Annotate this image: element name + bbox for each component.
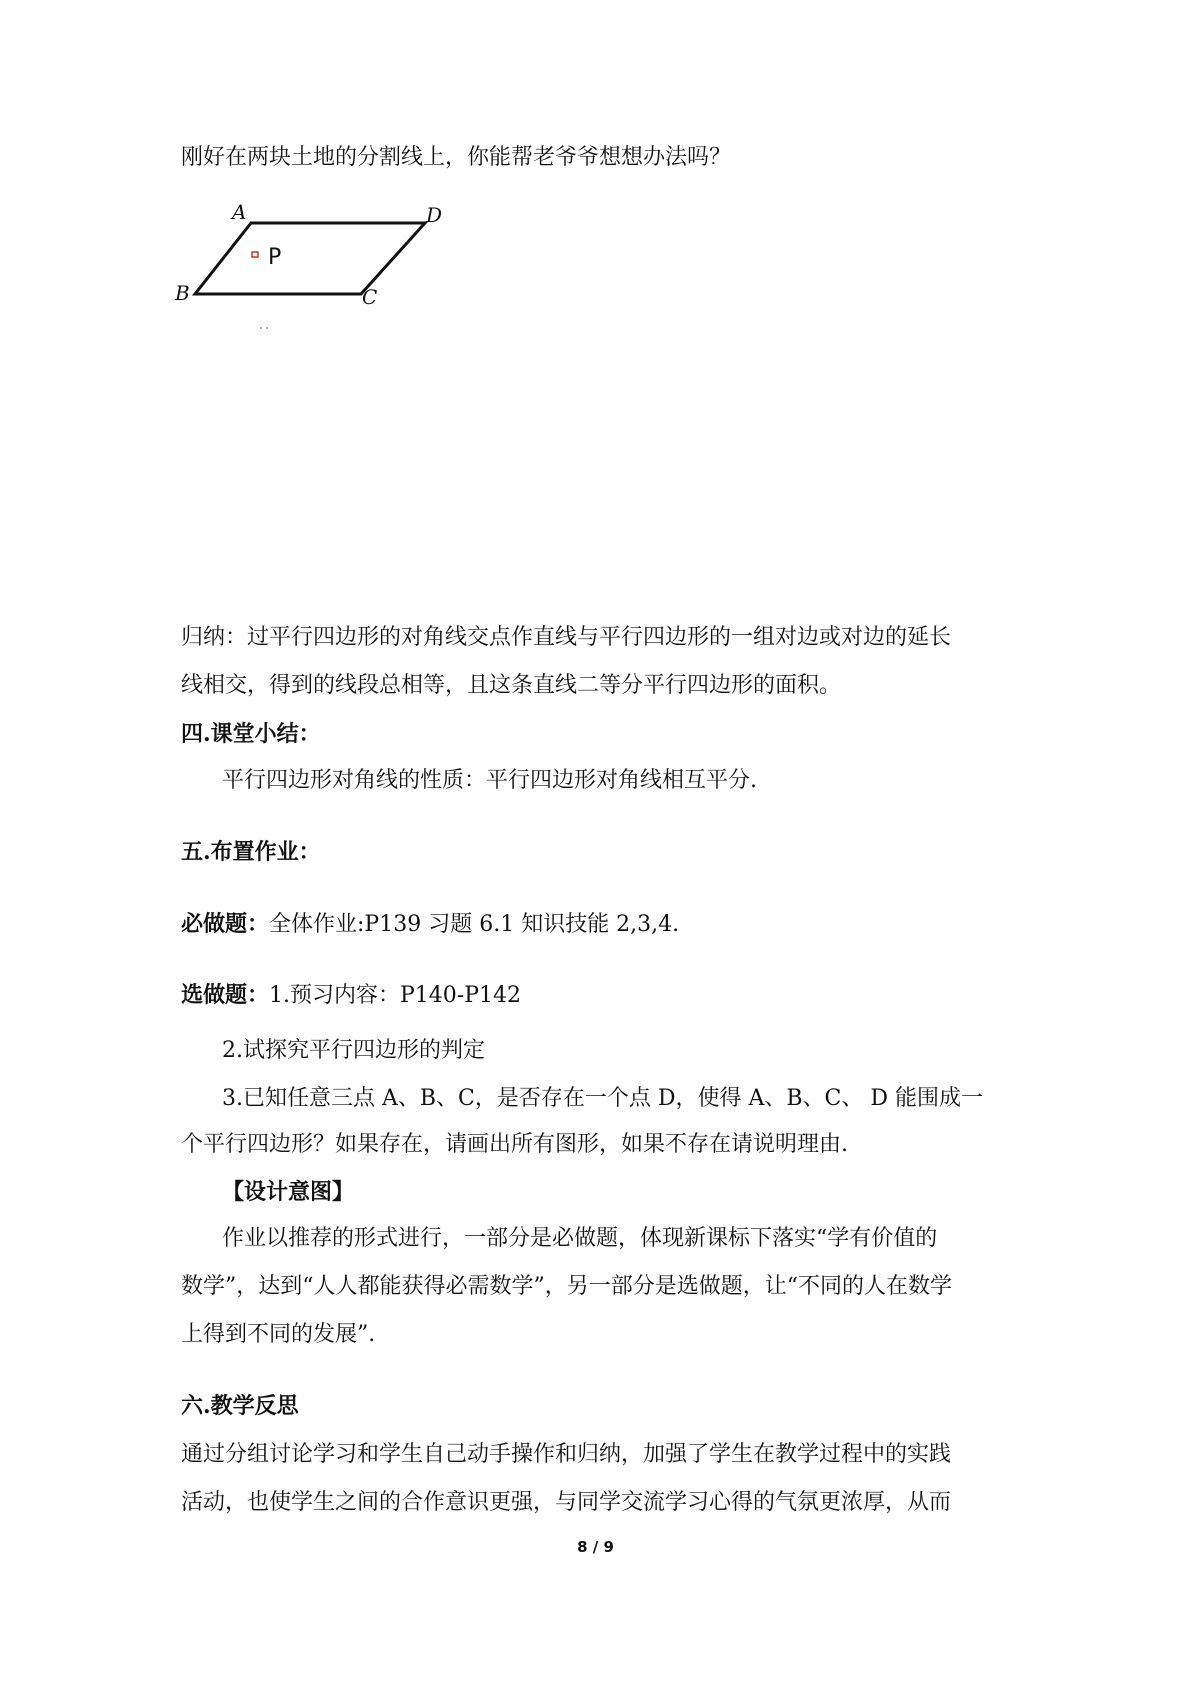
optional-label: 选做题： bbox=[181, 982, 270, 1008]
parallelogram-figure bbox=[175, 200, 511, 370]
vertex-label-d: D bbox=[426, 203, 443, 227]
summary-line-2: 线相交，得到的线段总相等，且这条直线二等分平行四边形的面积。 bbox=[181, 673, 842, 698]
optional-homework bbox=[181, 981, 521, 1010]
required-homework bbox=[181, 910, 679, 939]
design-intent-line-1: 作业以推荐的形式进行，一部分是必做题，体现新课标下落实“学有价值的 bbox=[222, 1226, 938, 1251]
vertex-label-b: B bbox=[175, 281, 190, 305]
reflection-line-1: 通过分组讨论学习和学生自己动手操作和归纳，加强了学生在教学过程中的实践 bbox=[181, 1442, 952, 1467]
scan-speck bbox=[260, 327, 262, 329]
parallelogram-shape bbox=[195, 223, 425, 294]
design-intent-heading: 【设计意图】 bbox=[222, 1179, 355, 1205]
vertex-label-a: A bbox=[232, 200, 247, 224]
design-intent-line-3: 上得到不同的发展”. bbox=[181, 1322, 376, 1347]
design-intent-line-2: 数学”，达到“人人都能获得必需数学”，另一部分是选做题，让“不同的人在数学 bbox=[181, 1274, 952, 1299]
point-label-p: P bbox=[268, 245, 282, 270]
intro-line: 刚好在两块土地的分割线上，你能帮老爷爷想想办法吗？ bbox=[181, 145, 732, 170]
vertex-label-c: C bbox=[362, 285, 378, 309]
parallelogram-diagram bbox=[181, 210, 511, 370]
optional-item-1: 1.预习内容：P140-P142 bbox=[269, 983, 522, 1008]
optional-item-2: 2.试探究平行四边形的判定 bbox=[222, 1038, 485, 1063]
reflection-line-2: 活动，也使学生之间的合作意识更强，与同学交流学习心得的气氛更浓厚，从而 bbox=[181, 1490, 952, 1515]
required-label: 必做题： bbox=[181, 911, 270, 937]
optional-item-3-line2: 个平行四边形？如果存在，请画出所有图形，如果不存在请说明理由. bbox=[181, 1132, 848, 1157]
optional-item-3-line1: 3.已知任意三点 A、B、C，是否存在一个点 D，使得 A、B、C、 D 能围成一 bbox=[222, 1086, 984, 1111]
required-text: 全体作业:P139 习题 6.1 知识技能 2,3,4. bbox=[269, 912, 680, 937]
section5-heading: 五.布置作业： bbox=[181, 839, 321, 865]
summary-line-1: 归纳：过平行四边形的对角线交点作直线与平行四边形的一组对边或对边的延长 bbox=[181, 625, 952, 650]
section4-heading: 四.课堂小结： bbox=[181, 721, 321, 747]
section4-text: 平行四边形对角线的性质：平行四边形对角线相互平分. bbox=[222, 768, 757, 793]
point-p-marker bbox=[252, 252, 258, 257]
scan-speck bbox=[266, 327, 268, 329]
section6-heading: 六.教学反思 bbox=[181, 1393, 299, 1419]
page-number: 8 / 9 bbox=[577, 1538, 614, 1556]
